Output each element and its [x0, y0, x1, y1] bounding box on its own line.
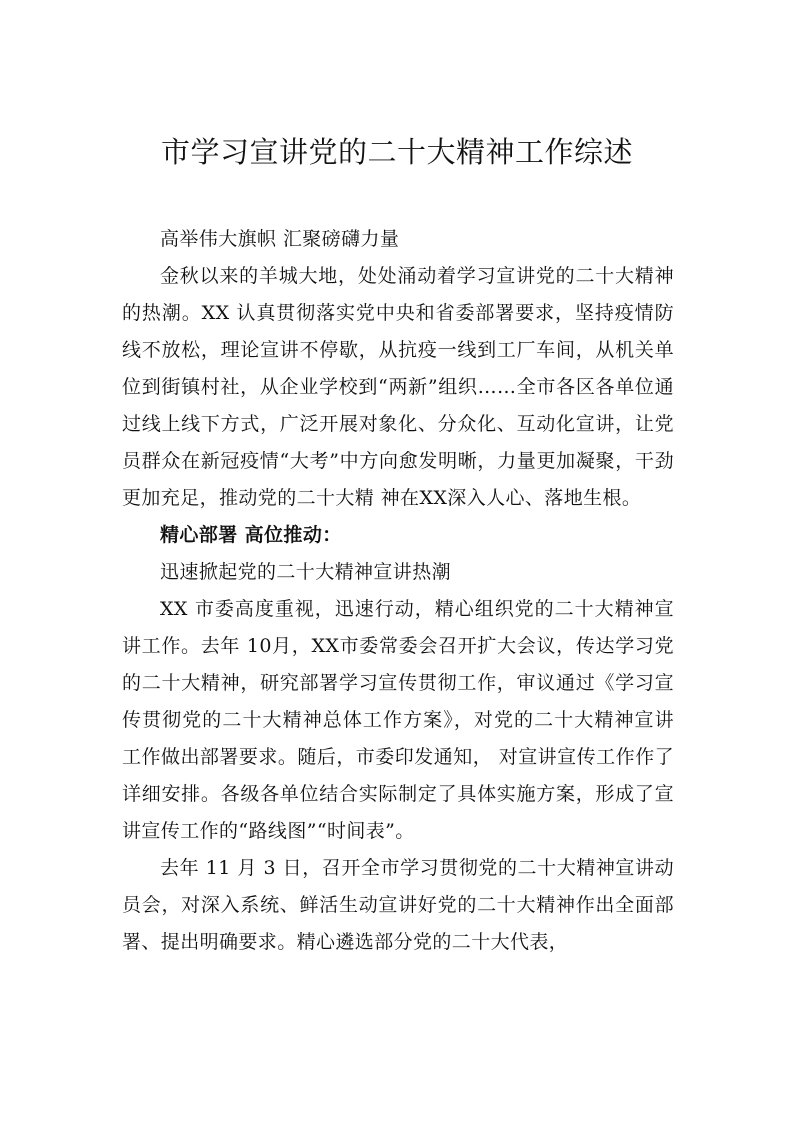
section-subheading: 迅速掀起党的二十大精神宣讲热潮	[160, 561, 452, 583]
section-heading: 高举伟大旗帜 汇聚磅礴力量	[160, 228, 400, 250]
document-body	[122, 221, 674, 961]
paragraph: 去年 11 月 3 日，召开全市学习贯彻党的二十大精神宣讲动员会，对深入系统、鲜活生动宣讲好党的二十大精神作出全面部署、提出明确要求。精心遴选部分党的二十大代表，	[122, 857, 674, 953]
document-title: 市学习宣讲党的二十大精神工作综述	[160, 135, 633, 169]
paragraph: XX 市委高度重视，迅速行动，精心组织党的二十大精神宣讲工作。去年 10月，XX市委常委会召开扩大会议，传达学习党的二十大精神，研究部署学习宣传贯彻工作，审议通过《学习宣传贯彻党的二十大精神总体工作方案》，对党的二十大精神宣讲工作做出部署要求。随后，市委印发通知， 对宣讲宣传工作作了详细安排。各级各单位结合实际制定了具体实施方案，形成了宣讲宣传工作的“路线图”“时间表”。	[122, 598, 674, 842]
section-heading-bold: 精心部署 高位推动：	[160, 524, 342, 546]
paragraph: 金秋以来的羊城大地，处处涌动着学习宣讲党的二十大精神的热潮。XX 认真贯彻落实党中央和省委部署要求，坚持疫情防线不放松，理论宣讲不停歇，从抗疫一线到工厂车间，从机关单位到街镇村社，从企业学校到“两新”组织……全市各区各单位通过线上线下方式，广泛开展对象化、分众化、互动化宣讲，让党员群众在新冠疫情“大考”中方向愈发明晰，力量更加凝聚，干劲更加充足，推动党的二十大精 神在XX深入人心、落地生根。	[122, 265, 674, 509]
